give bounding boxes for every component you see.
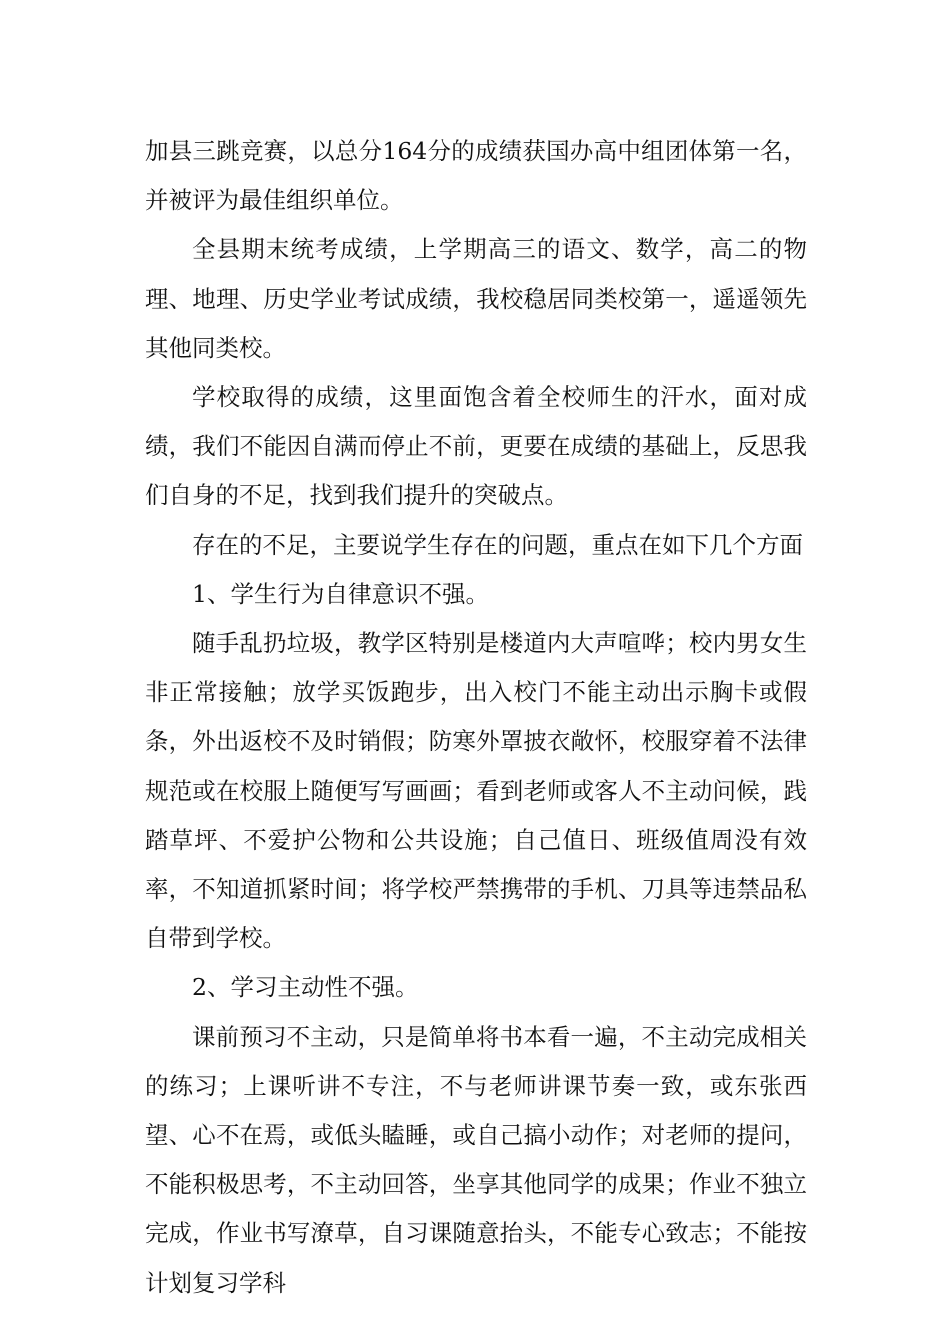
paragraph-study-initiative: 课前预习不主动，只是简单将书本看一遍，不主动完成相关的练习；上课听讲不专注，不与老师讲课节奏一致，或东张西望、心不在焉，或低头瞌睡，或自己搞小动作；对老师的提问，不能积极思考，不主动回答，坐享其他同学的成果；作业不独立完成，作业书写潦草，自习课随意抬头，不能专心致志；不能按计划复习学科 [145, 1022, 807, 1297]
paragraph-continued: 加县三跳竞赛，以总分164分的成绩获国办高中组团体第一名，并被评为最佳组织单位。 [145, 137, 807, 215]
heading-point-1: 1、学生行为自律意识不强。 [192, 579, 489, 608]
paragraph-shortcomings-intro: 存在的不足，主要说学生存在的问题，重点在如下几个方面 [192, 530, 803, 559]
paragraph-exam-results: 全县期末统考成绩，上学期高三的语文、数学，高二的物理、地理、历史学业考试成绩，我校稳居同类校第一，遥遥领先其他同类校。 [145, 235, 807, 362]
heading-point-2: 2、学习主动性不强。 [192, 973, 419, 1002]
document-body [145, 127, 807, 1308]
paragraph-behavior: 随手乱扔垃圾，教学区特别是楼道内大声喧哗；校内男女生非正常接触；放学买饭跑步，出入校门不能主动出示胸卡或假条，外出返校不及时销假；防寒外罩披衣敞怀，校服穿着不法律规范或在校服上随便写写画画；看到老师或客人不主动问候，践踏草坪、不爱护公物和公共设施；自己值日、班级值周没有效率，不知道抓紧时间；将学校严禁携带的手机、刀具等违禁品私自带到学校。 [145, 629, 807, 953]
paragraph-reflection: 学校取得的成绩，这里面饱含着全校师生的汗水，面对成绩，我们不能因自满而停止不前，更要在成绩的基础上，反思我们自身的不足，找到我们提升的突破点。 [145, 383, 807, 510]
